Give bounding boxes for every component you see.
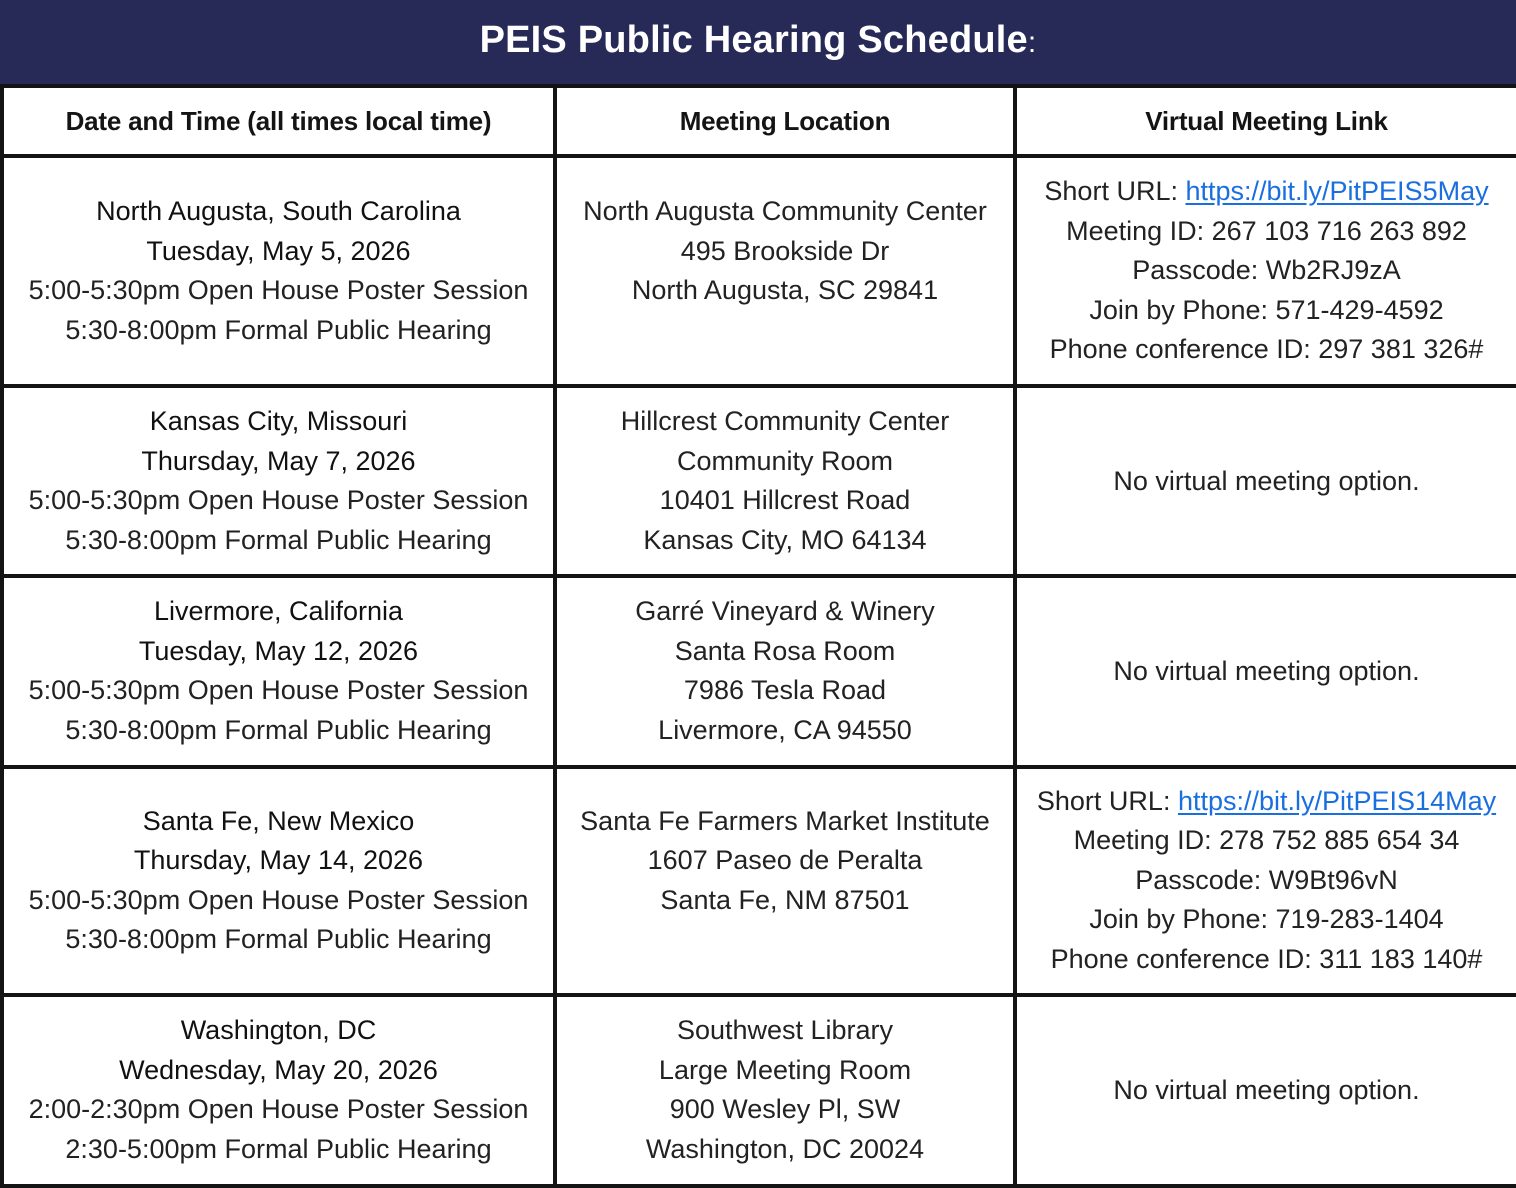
- date-time-cell: [2, 995, 555, 1186]
- hearing-schedule-table: [0, 84, 1516, 1188]
- table-header-row: [2, 86, 1516, 156]
- open-house-session: 5:00-5:30pm Open House Poster Session: [28, 884, 529, 915]
- short-url-label: Short URL:: [1036, 785, 1178, 816]
- venue-street: 495 Brookside Dr: [680, 235, 890, 266]
- formal-hearing-session: 5:30-8:00pm Formal Public Hearing: [65, 314, 492, 345]
- venue-street: 1607 Paseo de Peralta: [647, 845, 923, 876]
- formal-hearing-session: 5:30-8:00pm Formal Public Hearing: [65, 924, 492, 955]
- date-time-cell: [2, 576, 555, 766]
- join-by-phone: Join by Phone: 719-283-1404: [1089, 904, 1444, 935]
- venue-street: 7986 Tesla Road: [683, 675, 887, 706]
- meeting-id: Meeting ID: 278 752 885 654 34: [1073, 825, 1460, 856]
- passcode: Passcode: W9Bt96vN: [1135, 864, 1398, 895]
- venue-city-zip: Santa Fe, NM 87501: [660, 884, 910, 915]
- phone-conference-id: Phone conference ID: 297 381 326#: [1049, 334, 1484, 365]
- date-time-cell: [2, 386, 555, 576]
- hearing-date: Thursday, May 7, 2026: [141, 445, 416, 476]
- no-virtual-option: No virtual meeting option.: [1113, 1074, 1420, 1105]
- no-virtual-option: No virtual meeting option.: [1113, 655, 1420, 686]
- join-by-phone: Join by Phone: 571-429-4592: [1089, 294, 1444, 325]
- short-url-line: [1021, 172, 1512, 212]
- hearing-city: Kansas City, Missouri: [149, 406, 408, 437]
- virtual-meeting-cell: [1015, 156, 1516, 386]
- hearing-date: Tuesday, May 5, 2026: [146, 235, 411, 266]
- column-header-date-time: Date and Time (all times local time): [2, 86, 555, 156]
- formal-hearing-session: 5:30-8:00pm Formal Public Hearing: [65, 714, 492, 745]
- short-url-link[interactable]: https://bit.ly/PitPEIS14May: [1177, 785, 1497, 816]
- page-title-text: PEIS Public Hearing Schedule: [479, 18, 1028, 61]
- phone-conference-id: Phone conference ID: 311 183 140#: [1050, 943, 1483, 974]
- venue-name: North Augusta Community Center: [583, 196, 987, 227]
- title-bar: [0, 0, 1516, 84]
- table-row: [2, 156, 1516, 386]
- venue-room: Santa Rosa Room: [674, 635, 896, 666]
- formal-hearing-session: 2:30-5:00pm Formal Public Hearing: [65, 1133, 492, 1164]
- location-cell: [555, 767, 1015, 995]
- open-house-session: 5:00-5:30pm Open House Poster Session: [28, 485, 529, 516]
- location-cell: [555, 576, 1015, 766]
- venue-city-zip: Kansas City, MO 64134: [643, 524, 927, 555]
- virtual-meeting-cell: [1015, 995, 1516, 1186]
- open-house-session: 5:00-5:30pm Open House Poster Session: [28, 675, 529, 706]
- hearing-city: Washington, DC: [180, 1015, 377, 1046]
- virtual-meeting-cell: [1015, 576, 1516, 766]
- venue-city-zip: North Augusta, SC 29841: [631, 275, 939, 306]
- no-virtual-option: No virtual meeting option.: [1113, 465, 1420, 496]
- venue-name: Garré Vineyard & Winery: [635, 596, 935, 627]
- table-row: [2, 767, 1516, 995]
- column-header-virtual-meeting-link: Virtual Meeting Link: [1015, 86, 1516, 156]
- venue-name: Hillcrest Community Center: [620, 406, 950, 437]
- short-url-link[interactable]: https://bit.ly/PitPEIS5May: [1185, 176, 1489, 207]
- venue-name: Santa Fe Farmers Market Institute: [580, 805, 990, 836]
- table-row: [2, 386, 1516, 576]
- venue-room: Community Room: [676, 445, 894, 476]
- page-title-colon: :: [1027, 25, 1037, 59]
- hearing-city: Santa Fe, New Mexico: [142, 805, 415, 836]
- location-cell: [555, 995, 1015, 1186]
- meeting-id: Meeting ID: 267 103 716 263 892: [1066, 215, 1467, 246]
- virtual-meeting-cell: [1015, 767, 1516, 995]
- venue-room: Large Meeting Room: [658, 1054, 912, 1085]
- location-cell: [555, 156, 1015, 386]
- venue-street: 900 Wesley Pl, SW: [669, 1094, 901, 1125]
- formal-hearing-session: 5:30-8:00pm Formal Public Hearing: [65, 524, 492, 555]
- open-house-session: 5:00-5:30pm Open House Poster Session: [28, 275, 529, 306]
- table-row: [2, 995, 1516, 1186]
- short-url-line: [1021, 782, 1512, 822]
- open-house-session: 2:00-2:30pm Open House Poster Session: [28, 1094, 529, 1125]
- venue-city-zip: Washington, DC 20024: [645, 1133, 925, 1164]
- page-title: [480, 19, 1037, 62]
- date-time-cell: [2, 767, 555, 995]
- passcode: Passcode: Wb2RJ9zA: [1132, 255, 1401, 286]
- hearing-city: North Augusta, South Carolina: [96, 196, 461, 227]
- column-header-meeting-location: Meeting Location: [555, 86, 1015, 156]
- short-url-label: Short URL:: [1044, 176, 1186, 207]
- venue-name: Southwest Library: [676, 1015, 894, 1046]
- hearing-date: Tuesday, May 12, 2026: [138, 635, 419, 666]
- venue-city-zip: Livermore, CA 94550: [658, 714, 912, 745]
- virtual-meeting-cell: [1015, 386, 1516, 576]
- date-time-cell: [2, 156, 555, 386]
- venue-street: 10401 Hillcrest Road: [659, 485, 911, 516]
- location-cell: [555, 386, 1015, 576]
- hearing-date: Wednesday, May 20, 2026: [119, 1054, 438, 1085]
- hearing-city: Livermore, California: [153, 596, 404, 627]
- table-row: [2, 576, 1516, 766]
- hearing-date: Thursday, May 14, 2026: [133, 845, 424, 876]
